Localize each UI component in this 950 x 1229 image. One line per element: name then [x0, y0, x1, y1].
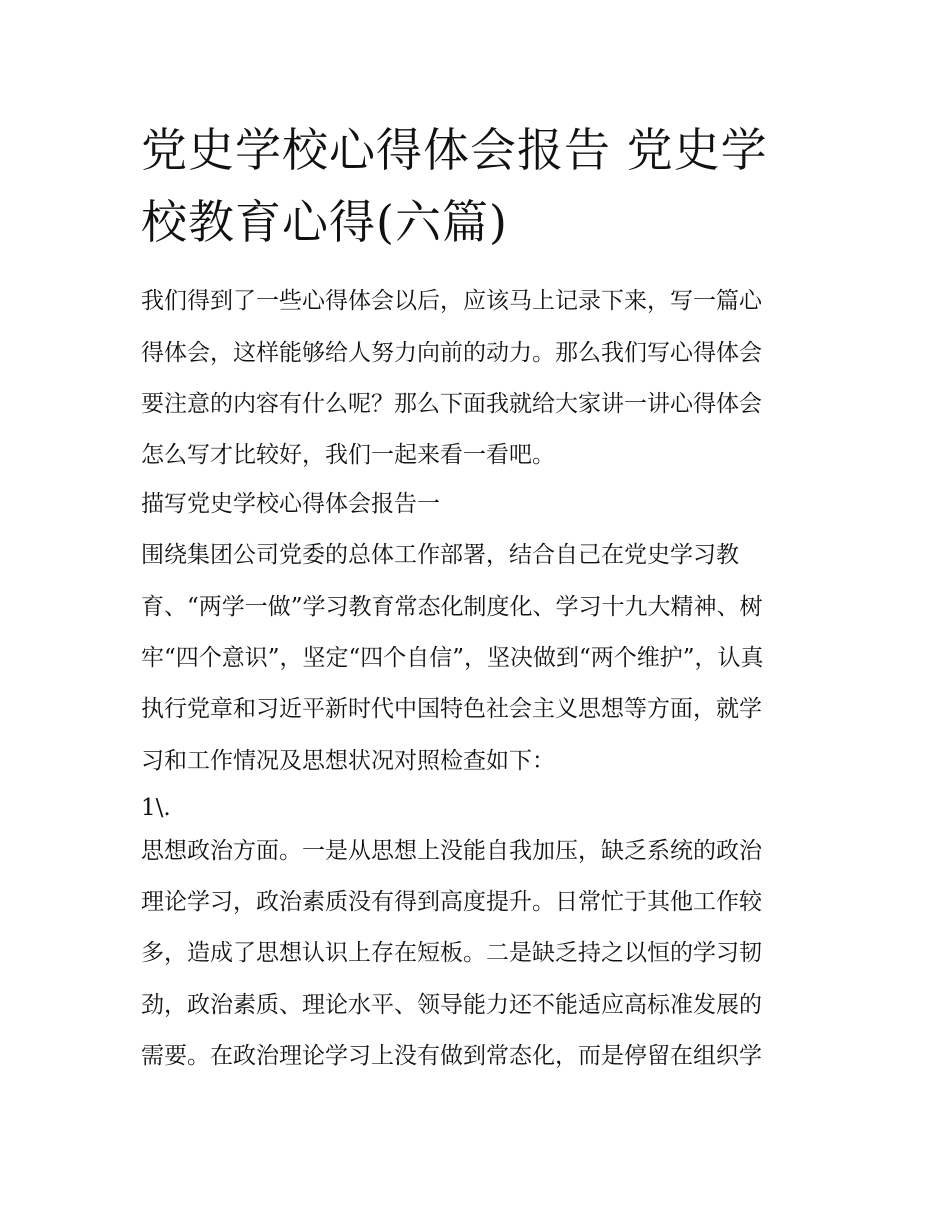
intro-line-1: 我们得到了一些心得体会以后，应该马上记录下来，写一篇心 — [141, 288, 762, 314]
intro-line-3: 要注意的内容有什么呢？那么下面我就给大家讲一讲心得体会 — [141, 391, 762, 417]
politics-line-4: 劲，政治素质、理论水平、领导能力还不能适应高标准发展的 — [141, 992, 762, 1018]
intro-line-2: 得体会，这样能够给人努力向前的动力。那么我们写心得体会 — [141, 340, 762, 366]
document-title — [141, 114, 821, 258]
politics-line-3: 多，造成了思想认识上存在短板。二是缺乏持之以恒的学习韧 — [141, 940, 762, 966]
paragraph-line-1: 围绕集团公司党委的总体工作部署，结合自己在党史学习教 — [141, 542, 739, 568]
paragraph-line-4: 执行党章和习近平新时代中国特色社会主义思想等方面，就学 — [141, 696, 762, 722]
title-line-1: 党史学校心得体会报告 党史学 — [141, 123, 768, 177]
politics-line-2: 理论学习，政治素质没有得到高度提升。日常忙于其他工作较 — [141, 889, 762, 915]
list-number: 1\. — [141, 795, 171, 821]
politics-line-1: 思想政治方面。一是从思想上没能自我加压，缺乏系统的政治 — [141, 838, 762, 864]
title-line-2: 校教育心得(六篇) — [141, 195, 508, 249]
paragraph-line-2: 育、“两学一做”学习教育常态化制度化、学习十九大精神、树 — [141, 594, 763, 620]
section-heading: 描写党史学校心得体会报告一 — [141, 491, 440, 517]
politics-line-5: 需要。在政治理论学习上没有做到常态化，而是停留在组织学 — [141, 1043, 762, 1069]
paragraph-line-5: 习和工作情况及思想状况对照检查如下： — [141, 748, 555, 774]
intro-line-4: 怎么写才比较好，我们一起来看一看吧。 — [141, 442, 555, 468]
paragraph-line-3: 牢“四个意识”，坚定“四个自信”，坚决做到“两个维护”，认真 — [141, 645, 764, 671]
